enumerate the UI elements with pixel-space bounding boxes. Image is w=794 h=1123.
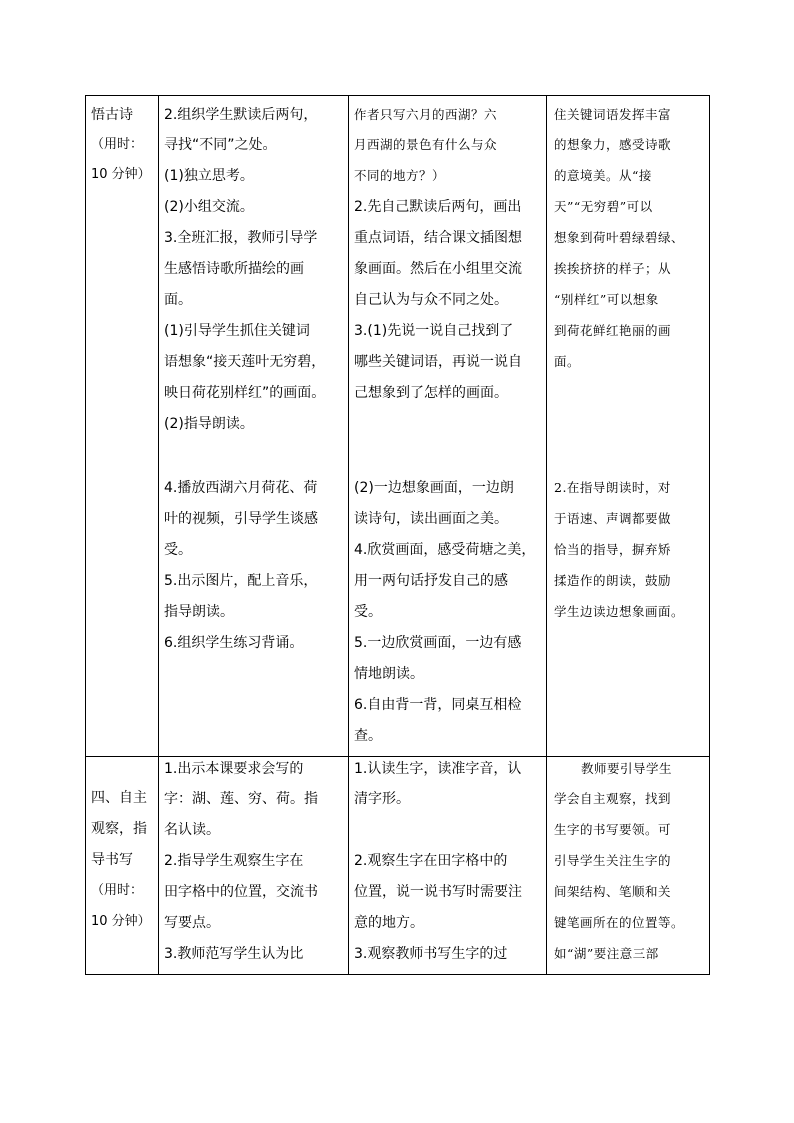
text-line: 恰当的指导，摒弃矫 bbox=[554, 542, 672, 557]
text-line: 读诗句，读出画面之美。 bbox=[354, 511, 508, 527]
text-line: 4.播放西湖六月荷花、荷 bbox=[164, 480, 318, 496]
text-line: 面。 bbox=[164, 292, 192, 308]
text-line: 情地朗读。 bbox=[354, 666, 424, 682]
text-line: 字：湖、莲、穷、荷。指 bbox=[164, 791, 318, 807]
text-line: 四、自主 bbox=[91, 790, 147, 806]
text-line: 如“湖”要注意三部 bbox=[554, 946, 659, 961]
text-line: 3.全班汇报，教师引导学 bbox=[164, 230, 318, 246]
row1-stage-cell bbox=[86, 96, 158, 756]
text-line: 意的地方。 bbox=[354, 915, 424, 931]
text-line: 5.一边欣赏画面，一边有感 bbox=[354, 635, 522, 651]
text-line: 田字格中的位置，交流书 bbox=[164, 884, 318, 900]
text-line: 1.出示本课要求会写的 bbox=[164, 761, 304, 777]
text-line: 引导学生关注生字的 bbox=[554, 853, 672, 868]
text-line: 的想象力，感受诗歌 bbox=[554, 137, 672, 152]
text-line: 教师要引导学生 bbox=[581, 761, 673, 776]
text-line: 指导朗读。 bbox=[164, 604, 234, 620]
row2-design-intent-cell bbox=[547, 757, 710, 975]
text-line: （用时： bbox=[91, 883, 144, 898]
text-line: 2.在指导朗读时，对 bbox=[554, 480, 671, 495]
text-line: 到荷花鲜红艳丽的画 bbox=[554, 323, 672, 338]
text-line: 位置，说一说书写时需要注 bbox=[354, 884, 522, 900]
text-line: 语想象“接天莲叶无穷碧， bbox=[164, 354, 326, 370]
text-line: 己想象到了怎样的画面。 bbox=[354, 385, 508, 401]
text-line: 10 分钟） bbox=[91, 167, 151, 182]
text-line: 不同的地方？） bbox=[354, 168, 446, 183]
text-line: 名认读。 bbox=[164, 822, 220, 838]
text-line: 月西湖的景色有什么与众 bbox=[354, 137, 498, 152]
text-line: 的意境美。从“接 bbox=[554, 168, 652, 183]
lesson-plan-table bbox=[85, 95, 710, 975]
text-line: 导书写 bbox=[91, 852, 133, 868]
text-line: 揉造作的朗读，鼓励 bbox=[554, 573, 672, 588]
text-line: 叶的视频，引导学生谈感 bbox=[164, 511, 318, 527]
text-line: 观察，指 bbox=[91, 821, 147, 837]
text-line: 生字的书写要领。可 bbox=[554, 822, 672, 837]
text-line: 1.认读生字，读准字音，认 bbox=[354, 761, 522, 777]
text-line: 受。 bbox=[354, 604, 382, 620]
text-line: 5.出示图片，配上音乐， bbox=[164, 573, 318, 589]
text-line: 重点词语，结合课文插图想 bbox=[354, 230, 522, 246]
text-line: 查。 bbox=[354, 728, 382, 744]
text-line: 受。 bbox=[164, 542, 192, 558]
text-line: 3.教师范写学生认为比 bbox=[164, 946, 304, 962]
text-line: 悟古诗 bbox=[91, 107, 133, 123]
text-line: (1)独立思考。 bbox=[164, 168, 254, 184]
text-line: 自己认为与众不同之处。 bbox=[354, 292, 508, 308]
text-line: 2.组织学生默读后两句， bbox=[164, 107, 318, 123]
text-line: 学会自主观察，找到 bbox=[554, 791, 672, 806]
text-line: 2.先自己默读后两句，画出 bbox=[354, 199, 522, 215]
text-line: 哪些关键词语，再说一说自 bbox=[354, 354, 522, 370]
row1-teacher-activity-cell bbox=[159, 96, 348, 756]
text-line: 天”“无穷碧”可以 bbox=[554, 199, 653, 214]
text-line: 面。 bbox=[554, 354, 581, 369]
row2-teacher-activity-cell bbox=[159, 757, 348, 975]
text-line: 想象到荷叶碧绿碧绿、 bbox=[554, 230, 685, 245]
row2-student-activity-cell bbox=[349, 757, 546, 975]
text-line: 作者只写六月的西湖？六 bbox=[354, 107, 498, 122]
text-line: （用时： bbox=[91, 137, 144, 152]
text-line: 4.欣赏画面，感受荷塘之美， bbox=[354, 542, 536, 558]
text-line: 象画面。然后在小组里交流 bbox=[354, 261, 522, 277]
text-line: 2.指导学生观察生字在 bbox=[164, 853, 304, 869]
text-line: 3.观察教师书写生字的过 bbox=[354, 946, 508, 962]
text-line: “别样红”可以想象 bbox=[554, 292, 659, 307]
row1-student-activity-cell bbox=[349, 96, 546, 756]
text-line: (2)指导朗读。 bbox=[164, 416, 254, 432]
row1-design-intent-cell bbox=[547, 96, 710, 756]
text-line: 映日荷花别样红”的画面。 bbox=[164, 385, 326, 401]
text-line: 用一两句话抒发自己的感 bbox=[354, 573, 508, 589]
text-line: (1)引导学生抓住关键词 bbox=[164, 323, 310, 339]
row2-stage-cell bbox=[86, 757, 158, 975]
text-line: 清字形。 bbox=[354, 791, 410, 807]
text-line: 6.自由背一背，同桌互相检 bbox=[354, 697, 522, 713]
text-line: 寻找“不同”之处。 bbox=[164, 137, 277, 153]
text-line: 键笔画所在的位置等。 bbox=[554, 915, 685, 930]
text-line: 挨挨挤挤的样子；从 bbox=[554, 261, 672, 276]
text-line: 生感悟诗歌所描绘的画 bbox=[164, 261, 304, 277]
text-line: 6.组织学生练习背诵。 bbox=[164, 635, 304, 651]
text-line: 3.(1)先说一说自己找到了 bbox=[354, 323, 514, 339]
text-line: 2.观察生字在田字格中的 bbox=[354, 853, 508, 869]
text-line: 10 分钟） bbox=[91, 914, 151, 929]
text-line: 于语速、声调都要做 bbox=[554, 511, 672, 526]
text-line: (2)小组交流。 bbox=[164, 199, 254, 215]
text-line: (2)一边想象画面，一边朗 bbox=[354, 480, 514, 496]
text-line: 写要点。 bbox=[164, 915, 220, 931]
text-line: 间架结构、笔顺和关 bbox=[554, 884, 672, 899]
text-line: 住关键词语发挥丰富 bbox=[554, 107, 672, 122]
text-line: 学生边读边想象画面。 bbox=[554, 604, 685, 619]
